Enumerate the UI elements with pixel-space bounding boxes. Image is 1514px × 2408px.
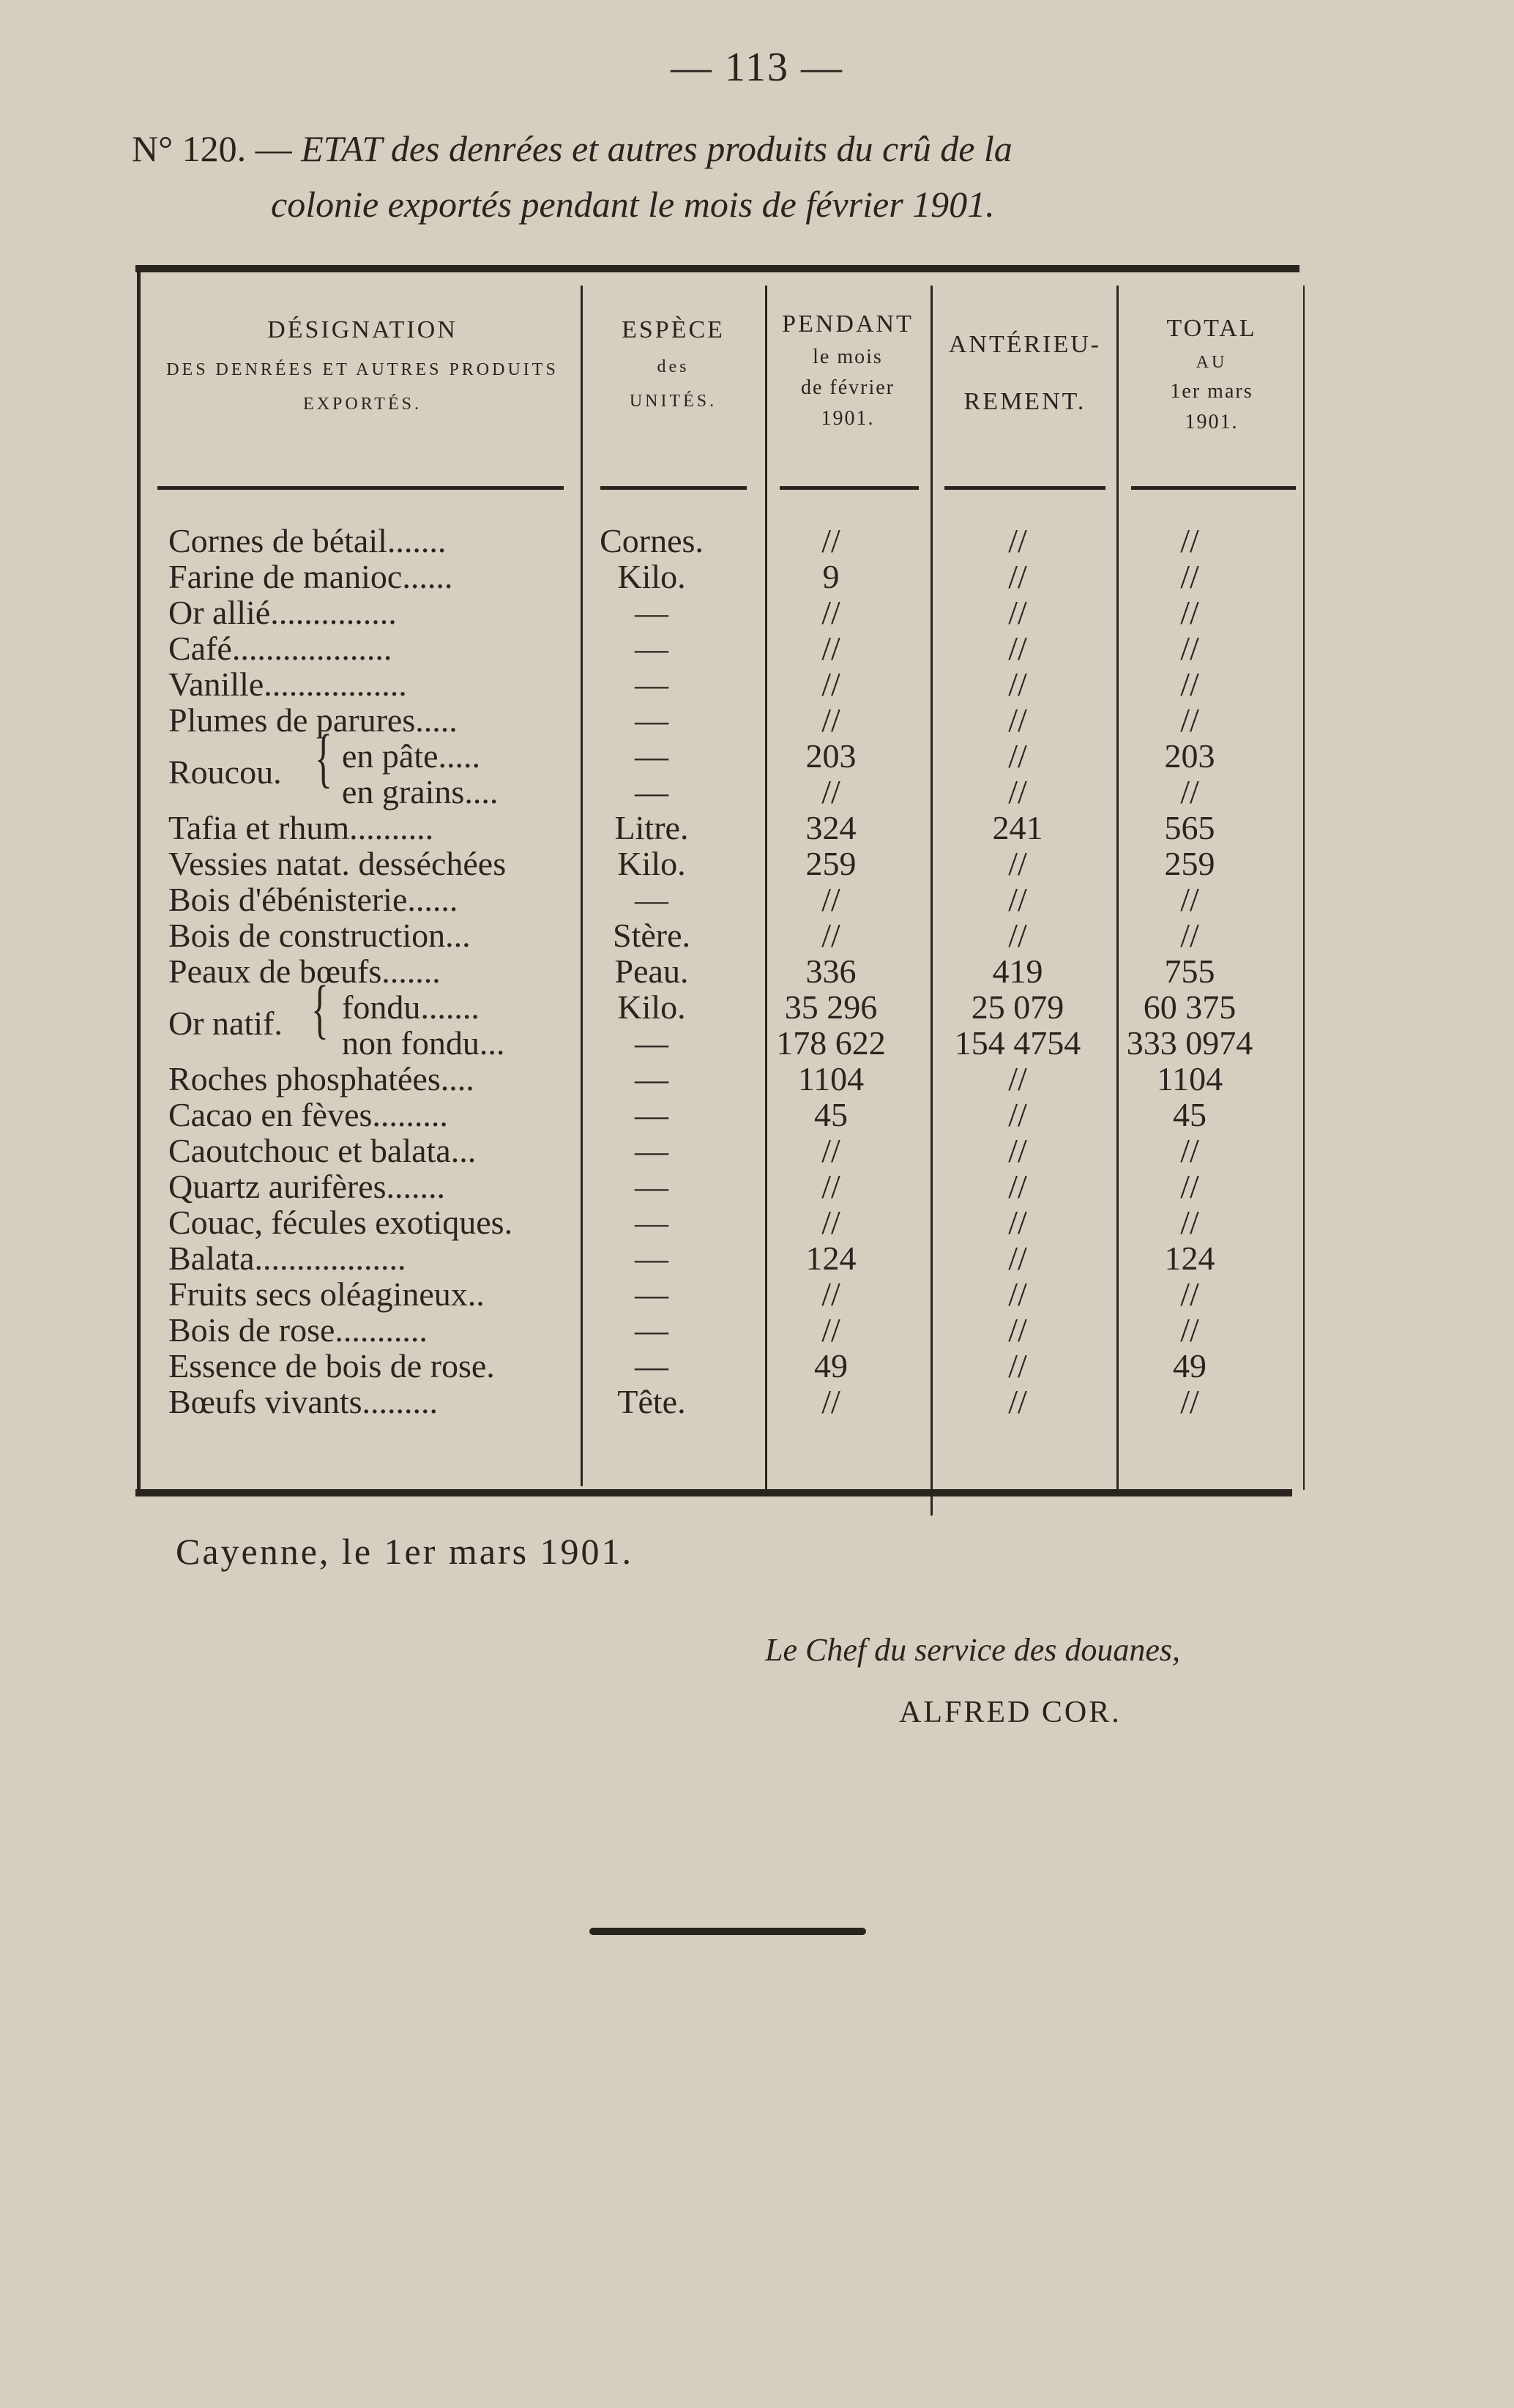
cell-pendant: 9 bbox=[822, 558, 840, 595]
cell-anterieurement: // bbox=[1008, 1204, 1027, 1241]
cell-total: // bbox=[1180, 1275, 1199, 1313]
cell-pendant: // bbox=[821, 630, 840, 667]
cell-pendant: // bbox=[821, 1168, 840, 1205]
cell-espece: — bbox=[635, 1204, 668, 1241]
cell-total: // bbox=[1180, 666, 1199, 703]
brace-glyph: { bbox=[315, 722, 332, 794]
header-espece: ESPÈCE des UNITÉS. bbox=[622, 316, 725, 411]
table-row bbox=[135, 1059, 1310, 1095]
cell-designation: Vessies natat. desséchées bbox=[168, 845, 507, 882]
cell-pendant: 35 296 bbox=[784, 988, 878, 1026]
cell-designation: Farine de manioc...... bbox=[168, 558, 453, 595]
cell-anterieurement: // bbox=[1008, 666, 1027, 703]
cell-designation: Plumes de parures..... bbox=[168, 701, 458, 739]
cell-total: // bbox=[1180, 701, 1199, 739]
cell-pendant: 1104 bbox=[797, 1060, 865, 1097]
cell-pendant: 124 bbox=[805, 1240, 857, 1277]
cell-pendant: 45 bbox=[814, 1096, 848, 1133]
cell-pendant: // bbox=[821, 881, 840, 918]
table-row bbox=[135, 1346, 1310, 1382]
cell-pendant: // bbox=[821, 594, 840, 631]
title-number: N° 120. — bbox=[132, 128, 292, 169]
cell-designation: Balata.................. bbox=[168, 1240, 406, 1277]
cell-designation: Cornes de bétail....... bbox=[168, 522, 447, 559]
table-row bbox=[135, 1239, 1310, 1275]
cell-designation: Couac, fécules exotiques. bbox=[168, 1204, 513, 1241]
cell-anterieurement: // bbox=[1008, 558, 1027, 595]
cell-pendant: 259 bbox=[805, 845, 857, 882]
table-row bbox=[135, 665, 1310, 701]
cell-total: // bbox=[1180, 1132, 1199, 1169]
table-row bbox=[135, 1382, 1310, 1418]
signature-title: Le Chef du service des douanes, bbox=[765, 1632, 1180, 1668]
cell-pendant: // bbox=[821, 522, 840, 559]
table-row bbox=[135, 1311, 1310, 1349]
cell-pendant: 336 bbox=[805, 953, 857, 990]
cell-espece: Stère. bbox=[612, 917, 690, 954]
cell-anterieurement: 25 079 bbox=[971, 988, 1064, 1026]
cell-total: // bbox=[1180, 522, 1199, 559]
document-title bbox=[132, 121, 1332, 232]
cell-espece: Kilo. bbox=[617, 845, 686, 882]
cell-anterieurement: 241 bbox=[992, 809, 1043, 846]
cell-pendant: // bbox=[821, 701, 840, 739]
table-row bbox=[135, 1167, 1310, 1203]
cell-total: 49 bbox=[1173, 1347, 1207, 1384]
cell-pendant: // bbox=[821, 1132, 840, 1169]
cell-total: 60 375 bbox=[1143, 988, 1237, 1026]
table-row bbox=[135, 1131, 1310, 1167]
cell-espece: — bbox=[635, 1096, 668, 1133]
cell-espece: Cornes. bbox=[600, 522, 704, 559]
cell-designation: Roches phosphatées.... bbox=[168, 1060, 474, 1097]
cell-espece: Kilo. bbox=[617, 558, 686, 595]
cell-espece: — bbox=[635, 1347, 668, 1384]
cell-anterieurement: // bbox=[1008, 1311, 1027, 1349]
cell-anterieurement: 154 4754 bbox=[954, 1024, 1081, 1062]
cell-group-label: Roucou. bbox=[168, 753, 282, 791]
header-rule bbox=[780, 486, 919, 490]
cell-designation: Quartz aurifères....... bbox=[168, 1168, 446, 1205]
header-total: TOTAL AU 1er mars 1901. bbox=[1166, 315, 1257, 433]
cell-espece: — bbox=[635, 1275, 668, 1313]
cell-espece: Tête. bbox=[617, 1383, 686, 1420]
cell-total: 203 bbox=[1164, 737, 1215, 775]
table-row bbox=[135, 1203, 1310, 1239]
table-row bbox=[135, 880, 1310, 916]
cell-total: 45 bbox=[1173, 1096, 1207, 1133]
cell-pendant: // bbox=[821, 1311, 840, 1349]
cell-total: 124 bbox=[1164, 1240, 1215, 1277]
cell-espece: — bbox=[635, 1132, 668, 1169]
cell-total: 259 bbox=[1164, 845, 1215, 882]
cell-espece: — bbox=[635, 630, 668, 667]
cell-anterieurement: // bbox=[1008, 737, 1027, 775]
cell-total: 333 0974 bbox=[1126, 1024, 1253, 1062]
cell-anterieurement: // bbox=[1008, 917, 1027, 954]
table-row bbox=[135, 629, 1310, 665]
header-rule bbox=[157, 486, 564, 490]
cell-sub-designation: fondu....... bbox=[342, 988, 480, 1026]
cell-pendant: // bbox=[821, 666, 840, 703]
cell-anterieurement: // bbox=[1008, 701, 1027, 739]
cell-pendant: 49 bbox=[814, 1347, 848, 1384]
cell-total: // bbox=[1180, 594, 1199, 631]
cell-espece: — bbox=[635, 1240, 668, 1277]
cell-espece: Kilo. bbox=[617, 988, 686, 1026]
cell-total: 1104 bbox=[1156, 1060, 1223, 1097]
cell-pendant: // bbox=[821, 1275, 840, 1313]
table-row bbox=[135, 557, 1310, 593]
header-anterieurement: ANTÉRIEU- REMENT. bbox=[948, 331, 1102, 415]
table-row bbox=[135, 593, 1310, 629]
cell-pendant: // bbox=[821, 1383, 840, 1420]
cell-total: // bbox=[1180, 1204, 1199, 1241]
cell-anterieurement: // bbox=[1008, 1275, 1027, 1313]
cell-designation: Tafia et rhum.......... bbox=[168, 809, 434, 846]
cell-designation: Caoutchouc et balata... bbox=[168, 1132, 477, 1169]
cell-pendant: // bbox=[821, 917, 840, 954]
cell-anterieurement: // bbox=[1008, 1383, 1027, 1420]
cell-pendant: 203 bbox=[805, 737, 857, 775]
cell-group-label: Or natif. bbox=[168, 1004, 283, 1042]
header-rule bbox=[600, 486, 747, 490]
cell-sub-designation: non fondu... bbox=[342, 1024, 505, 1062]
cell-designation: Peaux de bœufs....... bbox=[168, 953, 441, 990]
header-designation: DÉSIGNATION DES DENRÉES ET AUTRES PRODUITS EXPORTÉS. bbox=[166, 316, 559, 414]
cell-espece: — bbox=[635, 773, 668, 810]
cell-pendant: // bbox=[821, 773, 840, 810]
table-row bbox=[135, 1024, 1310, 1062]
ornament-rule bbox=[589, 1928, 866, 1935]
header-rule bbox=[944, 486, 1105, 490]
cell-designation: Café................... bbox=[168, 630, 392, 667]
cell-anterieurement: // bbox=[1008, 845, 1027, 882]
header-rule bbox=[1131, 486, 1296, 490]
cell-anterieurement: // bbox=[1008, 773, 1027, 810]
cell-designation: Vanille................. bbox=[168, 666, 407, 703]
cell-espece: Litre. bbox=[614, 809, 689, 846]
page-number: — 113 — bbox=[671, 45, 843, 90]
cell-espece: — bbox=[635, 1311, 668, 1349]
cell-sub-designation: en pâte..... bbox=[342, 737, 481, 775]
cell-designation: Or allié............... bbox=[168, 594, 397, 631]
cell-total: // bbox=[1180, 881, 1199, 918]
title-line1: ETAT des denrées et autres produits du crû de la bbox=[301, 128, 1013, 169]
cell-espece: — bbox=[635, 594, 668, 631]
cell-total: // bbox=[1180, 773, 1199, 810]
cell-total: // bbox=[1180, 1383, 1199, 1420]
table-row bbox=[135, 916, 1310, 952]
cell-anterieurement: // bbox=[1008, 1240, 1027, 1277]
cell-total: 755 bbox=[1164, 953, 1215, 990]
cell-total: // bbox=[1180, 630, 1199, 667]
table-row bbox=[135, 1275, 1310, 1311]
table-row bbox=[135, 701, 1310, 737]
cell-anterieurement: // bbox=[1008, 1096, 1027, 1133]
cell-anterieurement: // bbox=[1008, 522, 1027, 559]
table-row bbox=[135, 844, 1310, 880]
cell-total: 565 bbox=[1164, 809, 1215, 846]
cell-espece: — bbox=[635, 1060, 668, 1097]
table-row bbox=[135, 808, 1310, 844]
cell-espece: — bbox=[635, 737, 668, 775]
table-bottom-rule bbox=[135, 1489, 1292, 1496]
cell-sub-designation: en grains.... bbox=[342, 773, 499, 810]
table-top-rule bbox=[135, 265, 1299, 272]
cell-pendant: 324 bbox=[805, 809, 857, 846]
cell-anterieurement: // bbox=[1008, 1132, 1027, 1169]
cell-espece: — bbox=[635, 881, 668, 918]
cell-designation: Fruits secs oléagineux.. bbox=[168, 1275, 485, 1313]
signature-name: ALFRED COR. bbox=[899, 1696, 1122, 1729]
cell-designation: Essence de bois de rose. bbox=[168, 1347, 495, 1384]
cell-designation: Cacao en fèves......... bbox=[168, 1096, 448, 1133]
cell-espece: — bbox=[635, 1168, 668, 1205]
cell-anterieurement: // bbox=[1008, 594, 1027, 631]
table-row bbox=[135, 521, 1310, 557]
cell-total: // bbox=[1180, 1168, 1199, 1205]
cell-total: // bbox=[1180, 1311, 1199, 1349]
cell-espece: Peau. bbox=[614, 953, 689, 990]
cell-anterieurement: // bbox=[1008, 1347, 1027, 1384]
table-row bbox=[135, 772, 1310, 808]
export-table bbox=[135, 265, 1310, 1510]
cell-anterieurement: // bbox=[1008, 1168, 1027, 1205]
cell-anterieurement: // bbox=[1008, 1060, 1027, 1097]
cell-designation: Bœufs vivants......... bbox=[168, 1383, 438, 1420]
header-pendant: PENDANT le mois de février 1901. bbox=[782, 310, 914, 430]
cell-anterieurement: // bbox=[1008, 881, 1027, 918]
title-line2: colonie exportés pendant le mois de février 1901. bbox=[271, 184, 995, 225]
cell-espece: — bbox=[635, 1024, 668, 1062]
cell-total: // bbox=[1180, 558, 1199, 595]
cell-espece: — bbox=[635, 666, 668, 703]
cell-designation: Bois de rose........... bbox=[168, 1311, 428, 1349]
cell-pendant: // bbox=[821, 1204, 840, 1241]
cell-pendant: 178 622 bbox=[776, 1024, 886, 1062]
cell-espece: — bbox=[635, 701, 668, 739]
cell-designation: Bois de construction... bbox=[168, 917, 471, 954]
place-date: Cayenne, le 1er mars 1901. bbox=[176, 1531, 634, 1572]
cell-anterieurement: // bbox=[1008, 630, 1027, 667]
cell-anterieurement: 419 bbox=[992, 953, 1043, 990]
table-row bbox=[135, 1095, 1310, 1131]
cell-total: // bbox=[1180, 917, 1199, 954]
brace-glyph: { bbox=[311, 973, 329, 1045]
cell-designation: Bois d'ébénisterie...... bbox=[168, 881, 458, 918]
